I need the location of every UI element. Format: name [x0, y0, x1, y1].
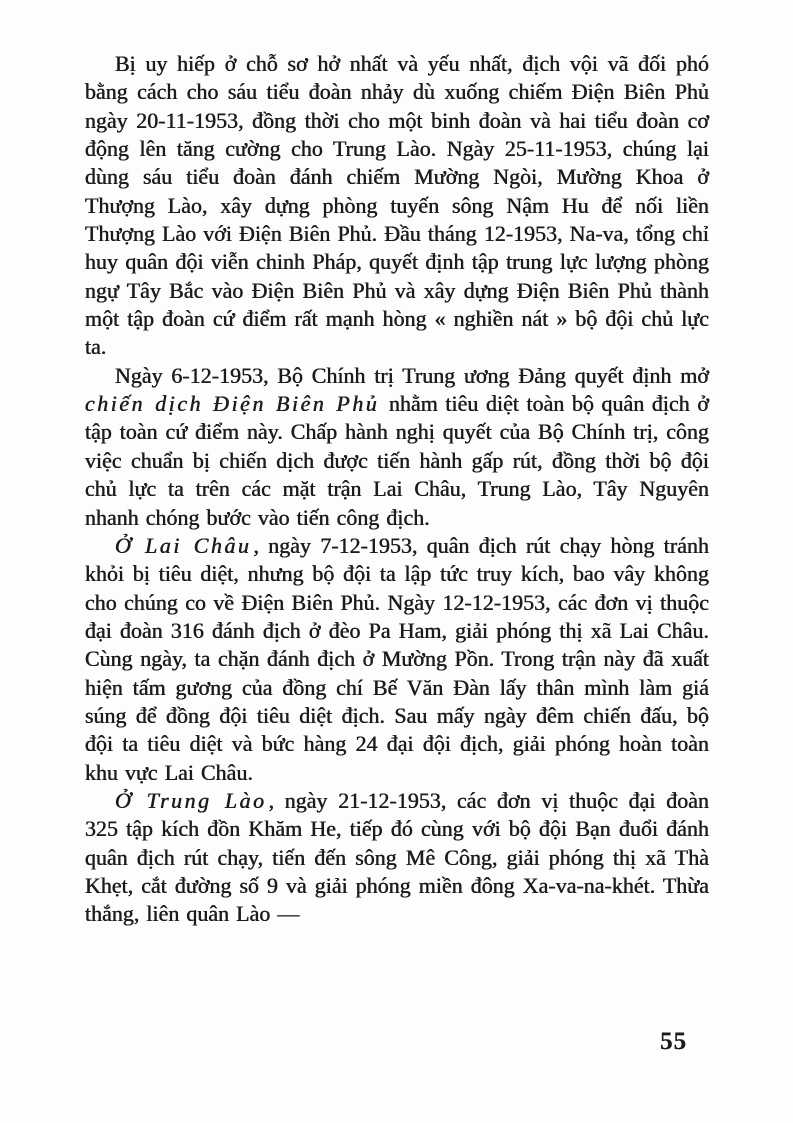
italic-run: Ở Trung Lào — [115, 787, 267, 813]
text-run: , ngày 7-12-1953, quân địch rút chạy hòng tránh khỏi bị tiêu diệt, nhưng bộ đội ta lập tức truy kích, bao vây không cho chúng co về Điện Biên Phủ. Ngày 12-12-1953, các đơn vị thuộc đại đoàn 316 đánh địch ở đèo Pa Ham, giải phóng thị xã Lai Châu. Cùng ngày, ta chặn đánh địch ở Mường Pồn. Trong trận này đã xuất hiện tấm gương của đồng chí Bế Văn Đàn lấy thân mình làm giá súng để đồng đội tiêu diệt địch. Sau mấy ngày đêm chiến đấu, bộ đội ta tiêu diệt và bức hàng 24 đại đội địch, giải phóng hoàn toàn khu vực Lai Châu. — [85, 532, 709, 785]
page-number: 55 — [660, 1028, 687, 1055]
paragraph — [85, 50, 709, 362]
italic-run: Ở Lai Châu — [115, 532, 252, 558]
text-run: Ngày 6-12-1953, Bộ Chính trị Trung ương Đảng quyết định mở — [115, 362, 709, 388]
text-run: , ngày 21-12-1953, các đơn vị thuộc đại đoàn 325 tập kích đồn Khăm He, tiếp đó cùng với bộ đội Bạn đuổi đánh quân địch rút chạy, tiến đến sông Mê Công, giải phóng thị xã Thà Khẹt, cắt đường số 9 và giải phóng miền đông Xa-va-na-khét. Thừa thắng, liên quân Lào — — [85, 787, 709, 927]
italic-run: chiến dịch Điện Biên Phủ — [85, 391, 380, 417]
paragraph — [85, 532, 709, 787]
text-run: nhằm tiêu diệt toàn bộ quân địch ở tập toàn cứ điểm này. Chấp hành nghị quyết của Bộ Chính trị, công việc chuẩn bị chiến dịch được tiến hành gấp rút, đồng thời bộ đội chủ lực ta trên các mặt trận Lai Châu, Trung Lào, Tây Nguyên nhanh chóng bước vào tiến công địch. — [85, 391, 709, 530]
text-run: Bị uy hiếp ở chỗ sơ hở nhất và yếu nhất, địch vội vã đối phó bằng cách cho sáu tiểu đoàn nhảy dù xuống chiếm Điện Biên Phủ ngày 20-11-1953, đồng thời cho một binh đoàn và hai tiểu đoàn cơ động lên tăng cường cho Trung Lào. Ngày 25-11-1953, chúng lại dùng sáu tiểu đoàn đánh chiếm Mường Ngòi, Mường Khoa ở Thượng Lào, xây dựng phòng tuyến sông Nậm Hu để nối liền Thượng Lào với Điện Biên Phủ. Đầu tháng 12-1953, Na-va, tổng chỉ huy quân đội viễn chinh Pháp, quyết định tập trung lực lượng phòng ngự Tây Bắc vào Điện Biên Phủ và xây dựng Điện Biên Phủ thành một tập đoàn cứ điểm rất mạnh hòng « nghiền nát » bộ đội chủ lực ta. — [85, 51, 709, 360]
paragraph — [85, 787, 709, 929]
paragraph — [85, 362, 709, 532]
text-block — [85, 50, 709, 929]
